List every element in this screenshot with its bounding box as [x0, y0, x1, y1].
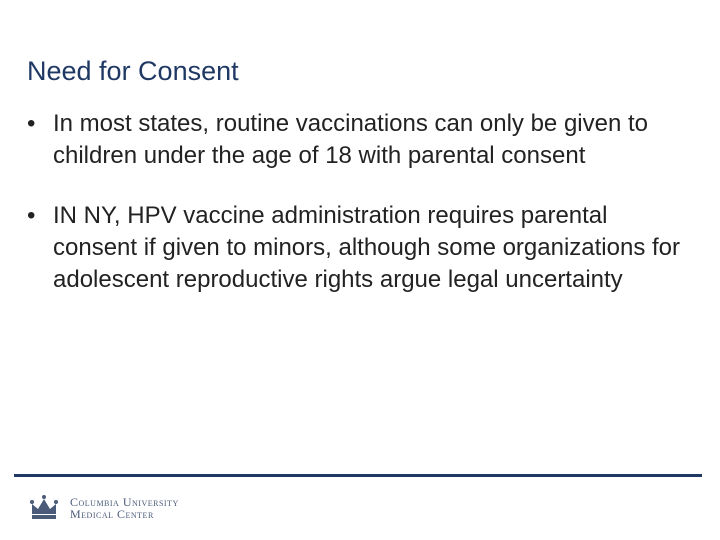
- bullet-list: [27, 108, 697, 296]
- bullet-text: IN NY, HPV vaccine administration requires parental consent if given to minors, although some organizations for adolescent reproductive rights argue legal uncertainty: [53, 202, 681, 293]
- logo-wordmark: [70, 496, 179, 520]
- bullet-item: [27, 108, 697, 172]
- logo-line-1: Columbia University: [70, 495, 179, 509]
- crown-icon: [28, 494, 60, 522]
- footer-divider: [14, 474, 702, 477]
- bullet-item: [27, 200, 697, 296]
- bullet-text: In most states, routine vaccinations can only be given to children under the age of 18 with parental consent: [53, 110, 648, 169]
- slide-title: Need for Consent: [27, 56, 239, 86]
- logo-line-2: Medical Center: [70, 507, 154, 521]
- bullet-marker: •: [27, 202, 36, 229]
- institution-logo: [28, 492, 179, 524]
- bullet-marker: •: [27, 110, 36, 137]
